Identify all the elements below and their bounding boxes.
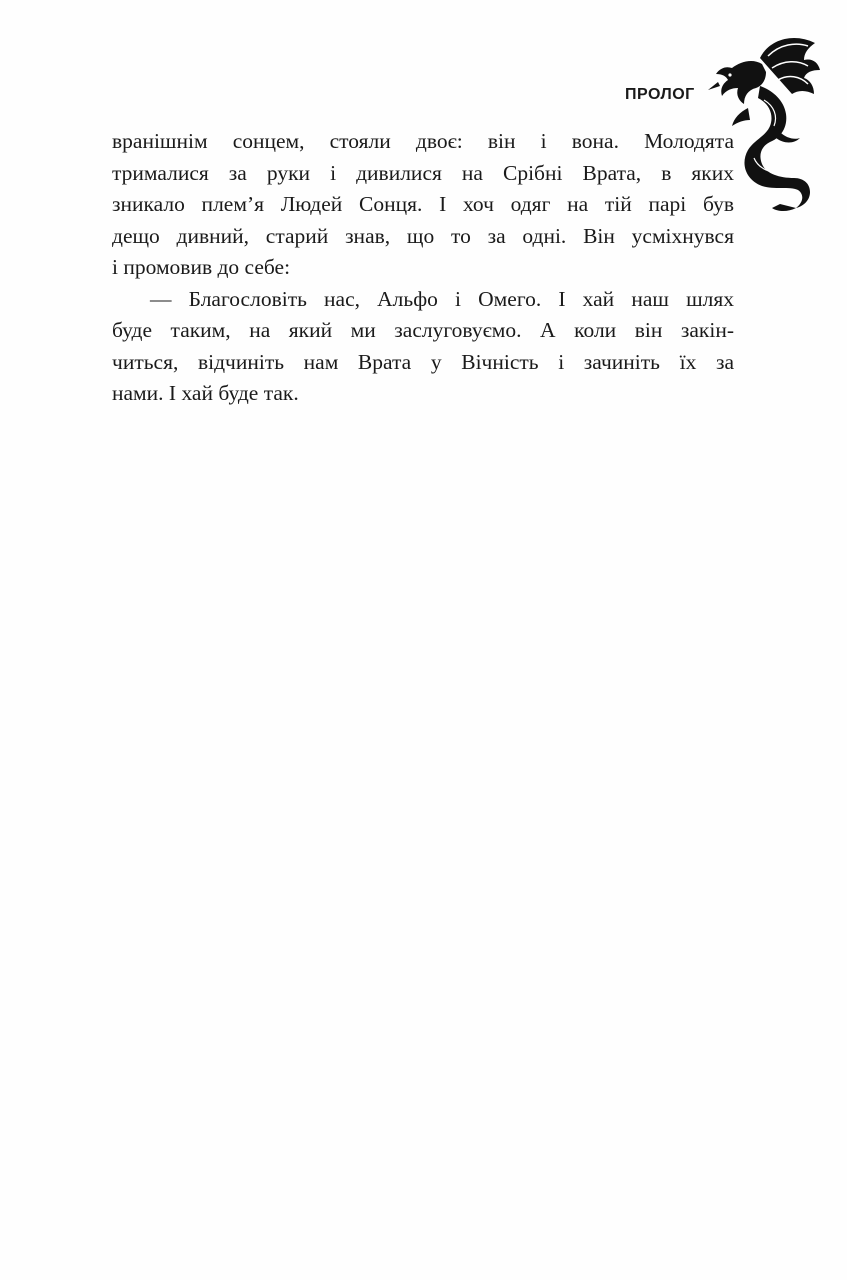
text-line: вранішнім сонцем, стояли двоє: він і вона. Молодята xyxy=(112,129,734,153)
text-line: нами. І хай буде так. xyxy=(112,381,299,405)
text-line: буде таким, на який ми заслуговуємо. А коли він закін- xyxy=(112,318,734,342)
text-line: зникало плем’я Людей Сонця. І хоч одяг на тій парі був xyxy=(112,192,734,216)
text-line: — Благословіть нас, Альфо і Омего. І хай наш шлях xyxy=(150,286,734,311)
running-header: ПРОЛОГ xyxy=(625,86,695,103)
text-line: дещо дивний, старий знав, що то за одні. Він усміхнувся xyxy=(112,223,734,248)
body-text xyxy=(112,126,734,410)
text-line: трималися за руки і дивилися на Срібні Врата, в яких xyxy=(112,160,734,185)
text-line: читься, відчиніть нам Врата у Вічність і зачиніть їх за xyxy=(112,349,734,374)
text-line: і промовив до себе: xyxy=(112,255,291,279)
